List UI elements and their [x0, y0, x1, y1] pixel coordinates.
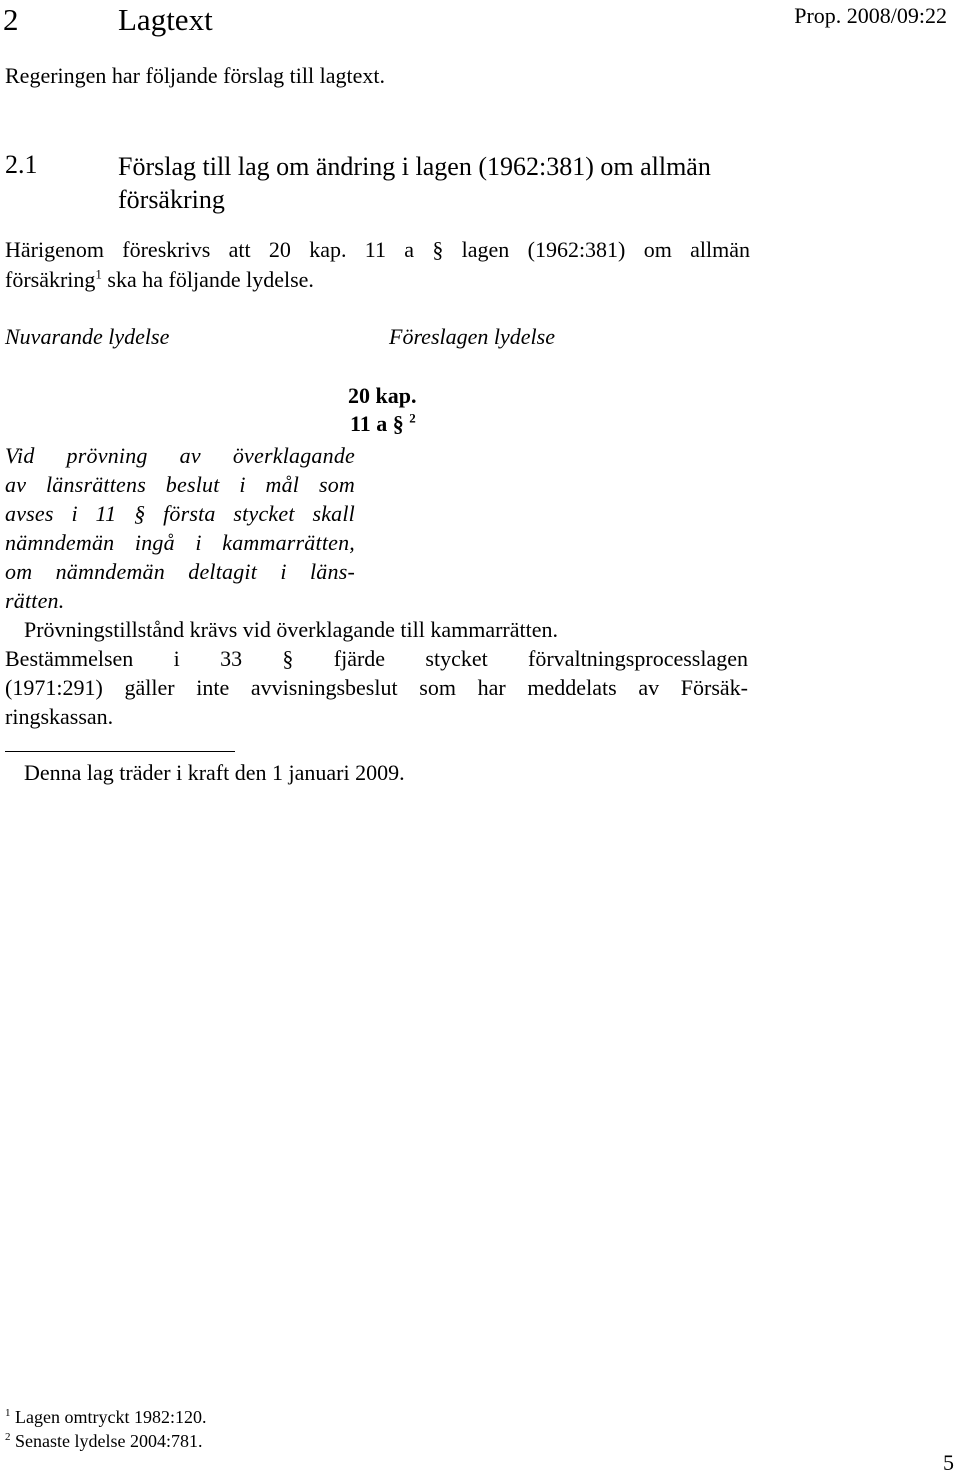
footnote-mark: 2 [5, 1431, 11, 1443]
provision-paragraph [350, 411, 416, 437]
current-wording-line: nämndemän ingå i kammarrätten, [5, 530, 355, 555]
provision-chapter: 20 kap. [348, 383, 417, 408]
lead-word: försäkring [5, 267, 96, 292]
proposed-wording-paragraph [5, 644, 748, 731]
section-title: Förslag till lag om ändring i lagen (1962:381) om allmän försäkring [118, 152, 711, 214]
lead-rest: ska ha följande lydelse. [101, 267, 314, 292]
chapter-title: Lagtext [118, 2, 213, 37]
footnote-ref-1: 1 [95, 266, 102, 282]
current-wording-line: rätten. [5, 588, 65, 613]
proposed-wording-line: ringskassan. [5, 704, 114, 729]
lead-sentence-line-2 [5, 265, 314, 295]
paragraph-label: 11 a § [350, 411, 404, 436]
footnote-ref-2: 2 [409, 410, 416, 426]
footnote-mark: 1 [5, 1407, 11, 1419]
footnote-1 [5, 1407, 206, 1428]
footnote-text: Senaste lydelse 2004:781. [15, 1431, 203, 1451]
chapter-number: 2 [3, 2, 19, 37]
proposed-wording-line: (1971:291) gäller inte avvisningsbeslut som har meddelats av Försäk- [5, 675, 748, 700]
footnote-2 [5, 1431, 202, 1452]
proposition-reference: Prop. 2008/09:22 [794, 3, 947, 28]
column-heading-current: Nuvarande lydelse [5, 324, 170, 349]
page-number: 5 [943, 1450, 954, 1475]
entry-into-force: Denna lag träder i kraft den 1 januari 2009. [24, 760, 405, 785]
lead-sentence-line-1: Härigenom föreskrivs att 20 kap. 11 a § lagen (1962:381) om allmän [5, 237, 750, 262]
proposed-wording-line: Bestämmelsen i 33 § fjärde stycket förvaltningsprocesslagen [5, 646, 748, 671]
proposed-wording-line-1: Prövningstillstånd krävs vid överklagande till kammarrätten. [24, 617, 558, 642]
current-wording-line: av länsrättens beslut i mål som [5, 472, 355, 497]
separator-line [5, 751, 235, 752]
intro-text: Regeringen har följande förslag till lagtext. [5, 63, 385, 88]
footnote-text: Lagen omtryckt 1982:120. [15, 1407, 207, 1427]
current-wording-line: om nämndemän deltagit i läns- [5, 559, 355, 584]
current-wording [5, 441, 355, 615]
section-number: 2.1 [5, 150, 38, 179]
current-wording-line: avses i 11 § första stycket skall [5, 501, 355, 526]
column-heading-proposed: Föreslagen lydelse [389, 324, 555, 349]
current-wording-line: Vid prövning av överklagande [5, 443, 355, 468]
